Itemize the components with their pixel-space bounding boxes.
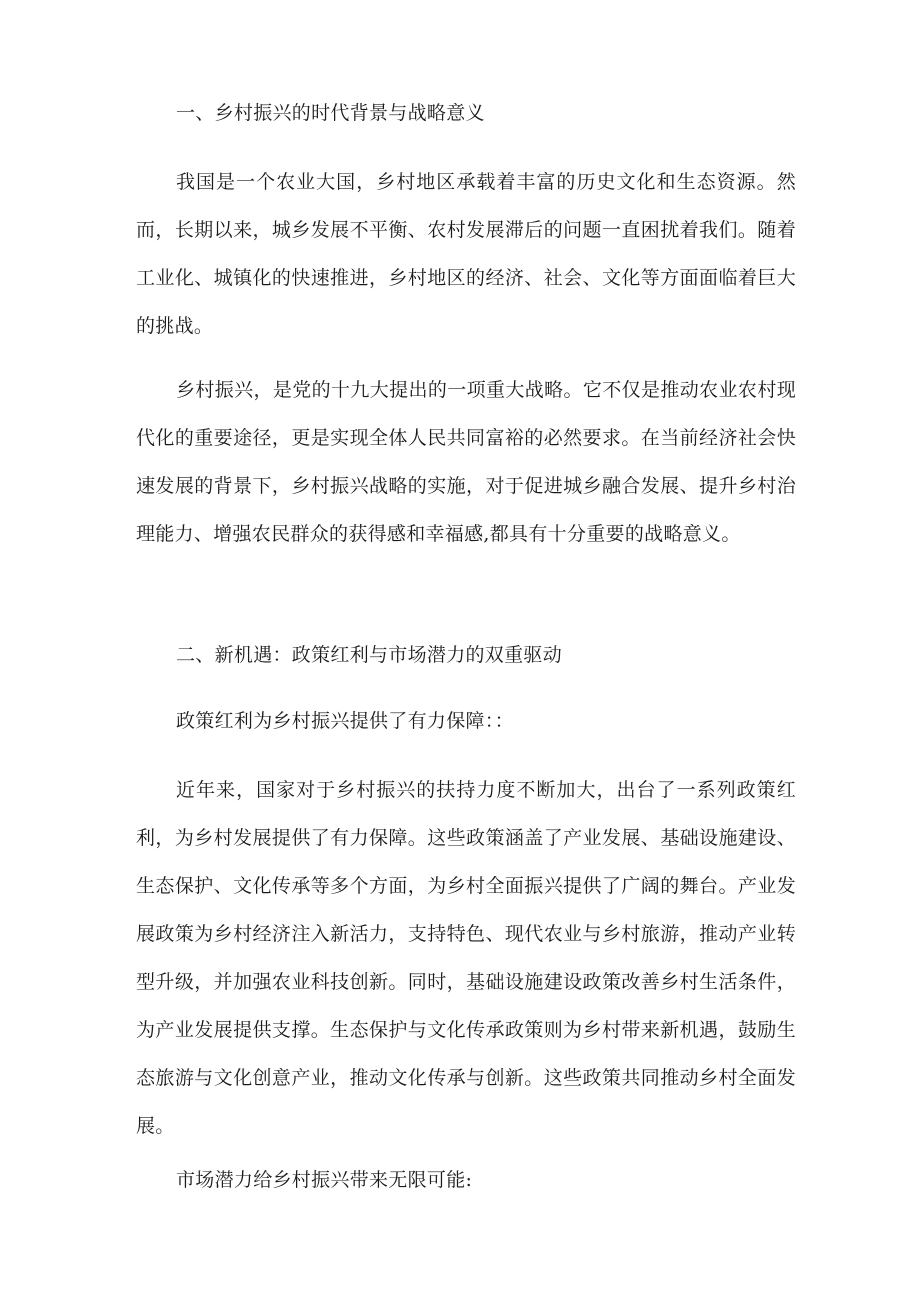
section1-paragraph-1: 我国是一个农业大国，乡村地区承载着丰富的历史文化和生态资源。然而，长期以来，城乡发展不平衡、农村发展滞后的问题一直困扰着我们。随着工业化、城镇化的快速推进，乡村地区的经济、社会、文化等方面面临着巨大的挑战。: [136, 171, 796, 337]
section2-heading: 二、新机遇：政策红利与市场潜力的双重驱动: [176, 644, 563, 666]
section2-subheading-policy: 政策红利为乡村振兴提供了有力保障：：: [176, 710, 514, 732]
section1-paragraph-2: 乡村振兴，是党的十九大提出的一项重大战略。它不仅是推动农业农村现代化的重要途径，更是实现全体人民共同富裕的必然要求。在当前经济社会快速发展的背景下，乡村振兴战略的实施，对于促进城乡融合发展、提升乡村治理能力、增强农民群众的获得感和幸福感,都具有十分重要的战略意义。: [136, 379, 796, 545]
section2-paragraph-1: 近年来，国家对于乡村振兴的扶持力度不断加大，出台了一系列政策红利，为乡村发展提供了有力保障。这些政策涵盖了产业发展、基础设施建设、生态保护、文化传承等多个方面，为乡村全面振兴提供了广阔的舞台。产业发展政策为乡村经济注入新活力，支持特色、现代农业与乡村旅游，推动产业转型升级，并加强农业科技创新。同时，基础设施建设政策改善乡村生活条件，为产业发展提供支撑。生态保护与文化传承政策则为乡村带来新机遇，鼓励生态旅游与文化创意产业，推动文化传承与创新。这些政策共同推动乡村全面发展。: [136, 779, 796, 1137]
section1-heading: 一、乡村振兴的时代背景与战略意义: [176, 102, 485, 124]
section2-subheading-market: 市场潜力给乡村振兴带来无限可能:: [176, 1169, 473, 1191]
